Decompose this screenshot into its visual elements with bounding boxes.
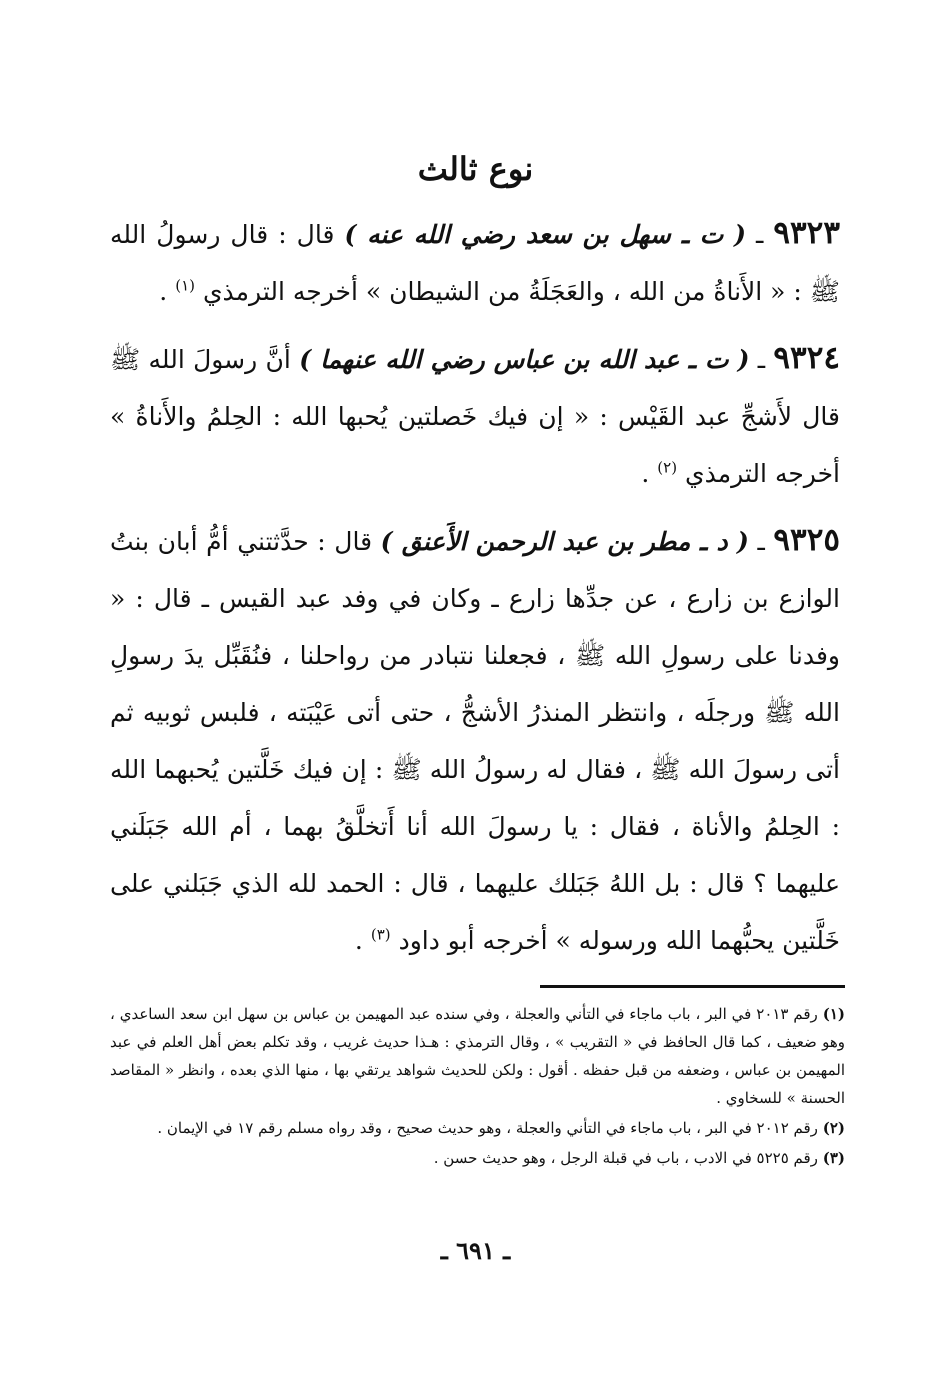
footnote-marker: (٢) [822,1119,845,1137]
footnote [110,1114,845,1142]
footnote-text: رقم ٥٢٢٥ في الادب ، باب في قبلة الرجل ، وهو حديث حسن . [433,1149,818,1167]
hadith-text: قال : حدَّثتني أمُّ أبان بنتُ الوازع بن زارع ، عن جدِّها زارع ـ وكان في وفد عبد القيس ـ قال : « وفدنا على رسولِ الله ﷺ ، فجعلنا نتبادر من رواحلنا ، فنُقَبِّل يدَ رسولِ الله ﷺ ورجلَه ، وانتظر المنذرُ الأشجُّ ، حتى أتى عَيْبَته ، فلبس ثوبيه ثم أتى رسولَ الله ﷺ ، فقال له رسولُ الله ﷺ : إن فيك خَلَّتين يُحبهما الله : الحِلمُ والأناة ، فقال : يا رسولَ الله أنا أَتخلَّقُ بهما ، أم الله جَبَلَني عليهما ؟ قال : بل اللهُ جَبَلك عليهما ، قال : الحمد لله الذي جَبَلني على خَلَّتين يحبُّهما الله ورسوله » أخرجه أبو داود [110,527,840,955]
footnote-reference: (٣) [370,925,391,944]
page-number: ـ ٦٩١ ـ [440,1236,511,1265]
hadith-text: قال : قال رسولُ الله ﷺ : « الأَناةُ من الله ، والعَجَلَةُ من الشيطان » أخرجه الترمذي [110,220,840,306]
hadith-source: ( ت ـ سهل بن سعد رضي الله عنه ) [344,220,746,249]
hadith-number: ٩٣٢٤ [773,340,841,376]
footnote-marker: (١) [822,1005,845,1023]
hadith-entry: ٩٣٢٤ ـ ( ت ـ عبد الله بن عباس رضي الله عنهما ) أنَّ رسولَ الله ﷺ قال لأَشجِّ عبد القَيْس : « إن فيك خَصلتين يُحبها الله : الحِلمُ والأَناةُ » أخرجه الترمذي $^{(٢)}$ . [110,340,841,488]
hadith-source: ( د ـ مطر بن عبد الرحمن الأَعنق ) [380,527,749,556]
main-text [110,205,840,969]
footnote-marker: (٣) [822,1149,845,1167]
hadith-entry: ٩٣٢٥ ـ ( د ـ مطر بن عبد الرحمن الأَعنق ) قال : حدَّثتني أمُّ أبان بنتُ الوازع بن زارع ، عن جدِّها زارع ـ وكان في وفد عبد القيس ـ قال : « وفدنا على رسولِ الله ﷺ ، فجعلنا نتبادر من رواحلنا ، فنُقَبِّل يدَ رسولِ الله ﷺ ورجلَه ، وانتظر المنذرُ الأشجُّ ، حتى أتى عَيْبَته ، فلبس ثوبيه ثم أتى رسولَ الله ﷺ ، فقال له رسولُ الله ﷺ : إن فيك خَلَّتين يُحبهما الله : الحِلمُ والأناة ، فقال : يا رسولَ الله أنا أَتخلَّقُ بهما ، أم الله جَبَلَني عليهما ؟ قال : بل اللهُ جَبَلك عليهما ، قال : الحمد لله الذي جَبَلني على خَلَّتين يحبُّهما الله ورسوله » أخرجه أبو داود $^{(٣)}$ . [110,522,840,955]
footnote [110,1000,845,1112]
hadith-number: ٩٣٢٥ [773,522,840,558]
footnote [110,1144,845,1172]
footnote-reference: (١) [175,276,195,295]
footnote-text: رقم ٢٠١٣ في البر ، باب ماجاء في التأني والعجلة ، وفي سنده عبد المهيمن بن عباس بن سهل ابن سعد الساعدي ، وهو ضعيف ، كما قال الحافظ في « التقريب » ، وقال الترمذي : هـذا حديث غريب ، وقد تكلم بعض أهل العلم في عبد المهيمن بن عباس ، وضعفه من قبل حفظه . أقول : ولكن للحديث شواهد يرتقي بها ، منها الذي بعده ، وانظر « المقاصد الحسنة » للسخاوي . [110,1005,845,1107]
hadith-number: ٩٣٢٣ [773,215,840,251]
footnote-text: رقم ٢٠١٢ في البر ، باب ماجاء في التأني والعجلة ، وهو حديث صحيح ، وقد رواه مسلم رقم ١٧ في الإيمان . [157,1119,818,1137]
hadith-source: ( ت ـ عبد الله بن عباس رضي الله عنهما ) [299,345,750,374]
hadith-entry: ٩٣٢٣ ـ ( ت ـ سهل بن سعد رضي الله عنه ) قال : قال رسولُ الله ﷺ : « الأَناةُ من الله ، والعَجَلَةُ من الشيطان » أخرجه الترمذي $^{(١)}$ . [110,215,840,306]
footnotes [110,1000,845,1174]
section-heading: نوع ثالث [417,150,534,188]
footnote-reference: (٢) [657,458,678,477]
hadith-text: أنَّ رسولَ الله ﷺ قال لأَشجِّ عبد القَيْس : « إن فيك خَصلتين يُحبها الله : الحِلمُ والأَناةُ » أخرجه الترمذي [110,345,840,488]
footnote-divider [540,985,845,988]
